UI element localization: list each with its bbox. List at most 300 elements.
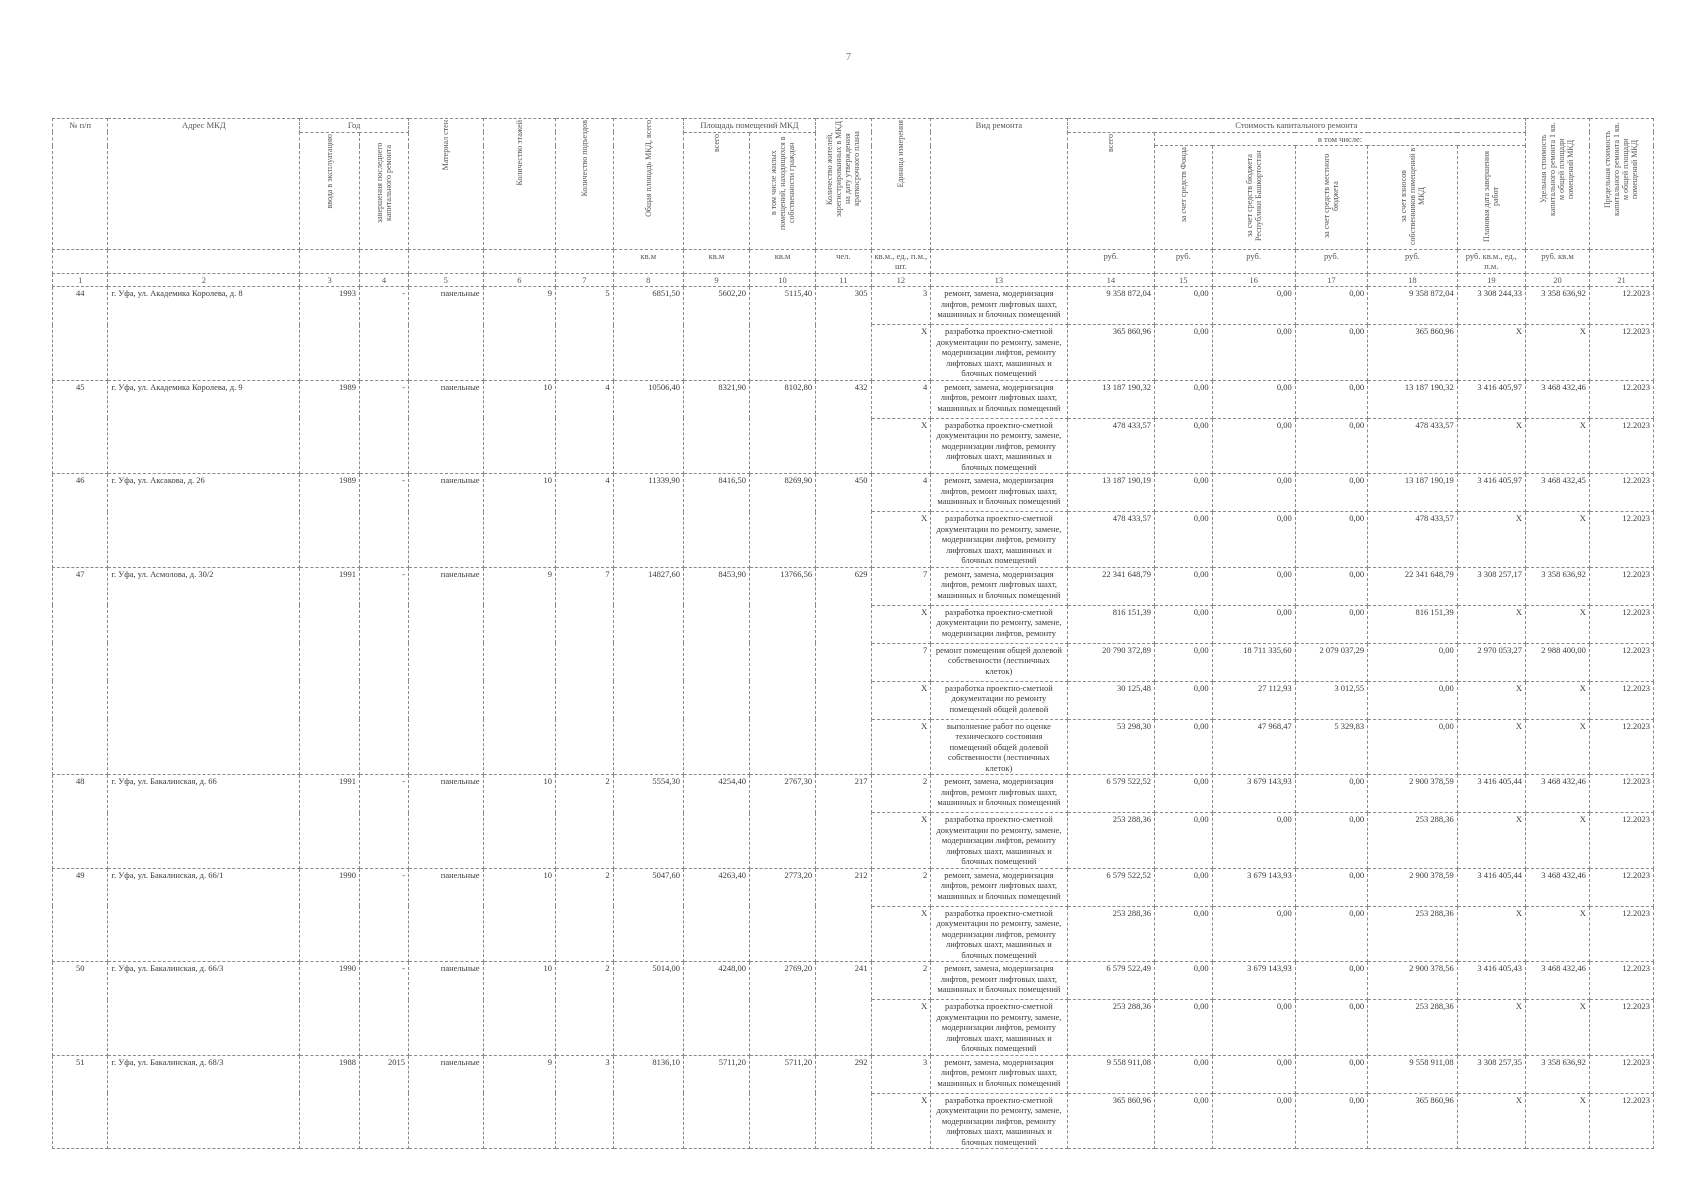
cost-fund: 0,00 <box>1155 1000 1213 1056</box>
unit-cost: X <box>1457 325 1525 381</box>
floors-count: 10 <box>483 380 555 474</box>
column-number: 18 <box>1368 273 1458 287</box>
work-type: разработка проектно-сметной документации по ремонту, замене, модернизации лифтов, ремонту лифтовых шахт, машинных и блочных помещений <box>931 418 1067 474</box>
column-number: 11 <box>816 273 871 287</box>
max-cost: X <box>1525 719 1589 775</box>
work-unit: X <box>871 719 931 775</box>
max-cost: 3 468 432,46 <box>1525 868 1589 906</box>
work-unit: 2 <box>871 868 931 906</box>
year-built: 1990 <box>300 868 360 962</box>
residents-count: 241 <box>816 962 871 1056</box>
header-work-type: Вид ремонта <box>931 119 1067 250</box>
header-cost-fund: за счет средств Фонда <box>1178 147 1188 223</box>
cost-owners: 478 433,57 <box>1368 512 1458 568</box>
cost-owners: 253 288,36 <box>1368 906 1458 962</box>
wall-material: панельные <box>408 380 483 474</box>
unit-cell: кв.м., ед., п.м., шт. <box>871 249 931 273</box>
cost-local: 3 012,55 <box>1295 681 1367 719</box>
header-unit-cost: Удельная стоимость капитального ремонта 1 кв. м общей площади помещений МКД <box>1539 122 1576 216</box>
entrances-count: 2 <box>556 775 614 869</box>
work-unit: X <box>871 418 931 474</box>
table-row <box>53 868 1654 906</box>
cost-republic: 27 112,93 <box>1212 681 1295 719</box>
area-owned: 8269,90 <box>750 474 816 568</box>
column-number: 14 <box>1067 273 1154 287</box>
entrances-count: 4 <box>556 380 614 474</box>
work-unit: X <box>871 1093 931 1149</box>
building-address: г. Уфа, ул. Бакалинская, д. 66/1 <box>108 868 300 962</box>
cost-fund: 0,00 <box>1155 474 1213 512</box>
area-all: 8416,50 <box>683 474 749 568</box>
max-cost: 3 358 636,92 <box>1525 567 1589 605</box>
cost-local: 0,00 <box>1295 287 1367 325</box>
max-cost: 3 468 432,46 <box>1525 775 1589 813</box>
header-year-commissioning: ввода в эксплуатацию <box>325 133 335 209</box>
header-year-group: Год <box>300 119 409 133</box>
header-area-group: Площадь помещений МКД <box>683 119 815 133</box>
unit-cost: 3 308 244,33 <box>1457 287 1525 325</box>
area-owned: 2773,20 <box>750 868 816 962</box>
area-all: 4263,40 <box>683 868 749 962</box>
work-type: ремонт, замена, модернизация лифтов, ремонт лифтовых шахт, машинных и блочных помещений <box>931 380 1067 418</box>
unit-cost: 3 416 405,97 <box>1457 380 1525 418</box>
column-number: 2 <box>108 273 300 287</box>
area-owned: 2767,30 <box>750 775 816 869</box>
work-unit: 4 <box>871 474 931 512</box>
work-unit: 7 <box>871 567 931 605</box>
max-cost: X <box>1525 605 1589 643</box>
year-repair: - <box>359 287 408 381</box>
column-number: 13 <box>931 273 1067 287</box>
area-all: 4248,00 <box>683 962 749 1056</box>
unit-cell: руб. <box>1295 249 1367 273</box>
area-owned: 5115,40 <box>750 287 816 381</box>
wall-material: панельные <box>408 474 483 568</box>
header-cost-local: за счет средств местного бюджета <box>1322 153 1341 239</box>
floors-count: 10 <box>483 474 555 568</box>
unit-cell: чел. <box>816 249 871 273</box>
unit-cost: X <box>1457 605 1525 643</box>
cost-local: 0,00 <box>1295 474 1367 512</box>
wall-material: панельные <box>408 962 483 1056</box>
unit-cost: 3 416 405,97 <box>1457 474 1525 512</box>
work-type: ремонт, замена, модернизация лифтов, ремонт лифтовых шахт, машинных и блочных помещений <box>931 474 1067 512</box>
header-total-area: Общая площадь МКД, всего <box>643 120 653 217</box>
cost-local: 0,00 <box>1295 567 1367 605</box>
cost-total: 20 790 372,89 <box>1067 643 1154 681</box>
cost-total: 6 579 522,52 <box>1067 868 1154 906</box>
floors-count: 10 <box>483 962 555 1056</box>
planned-date: 12.2023 <box>1589 474 1653 512</box>
building-address: г. Уфа, ул. Бакалинская, д. 68/3 <box>108 1055 300 1149</box>
cost-republic: 0,00 <box>1212 567 1295 605</box>
cost-fund: 0,00 <box>1155 418 1213 474</box>
entrances-count: 2 <box>556 962 614 1056</box>
cost-local: 0,00 <box>1295 1055 1367 1093</box>
cost-fund: 0,00 <box>1155 512 1213 568</box>
table-row <box>53 1055 1654 1093</box>
cost-local: 0,00 <box>1295 605 1367 643</box>
work-unit: 7 <box>871 643 931 681</box>
planned-date: 12.2023 <box>1589 962 1653 1000</box>
max-cost: X <box>1525 906 1589 962</box>
unit-cost: X <box>1457 719 1525 775</box>
wall-material: панельные <box>408 567 483 775</box>
unit-cost: X <box>1457 1093 1525 1149</box>
column-number: 8 <box>613 273 683 287</box>
area-all: 8453,90 <box>683 567 749 775</box>
max-cost: X <box>1525 512 1589 568</box>
cost-republic: 0,00 <box>1212 1055 1295 1093</box>
planned-date: 12.2023 <box>1589 1093 1653 1149</box>
wall-material: панельные <box>408 1055 483 1149</box>
column-number: 9 <box>683 273 749 287</box>
cost-owners: 22 341 648,79 <box>1368 567 1458 605</box>
table-row <box>53 380 1654 418</box>
cost-local: 0,00 <box>1295 1000 1367 1056</box>
cost-owners: 253 288,36 <box>1368 813 1458 869</box>
cost-total: 13 187 190,19 <box>1067 474 1154 512</box>
units-row <box>53 249 1654 273</box>
wall-material: панельные <box>408 775 483 869</box>
cost-republic: 3 679 143,93 <box>1212 962 1295 1000</box>
work-type: разработка проектно-сметной документации по ремонту, замене, модернизации лифтов, ремонту лифтовых шахт, машинных и блочных помещений <box>931 1093 1067 1149</box>
area-owned: 2769,20 <box>750 962 816 1056</box>
table-row <box>53 474 1654 512</box>
cost-owners: 2 900 378,56 <box>1368 962 1458 1000</box>
header-cost-republic: за счет средств бюджета Республики Башкортостан <box>1244 150 1263 242</box>
planned-date: 12.2023 <box>1589 681 1653 719</box>
max-cost: X <box>1525 681 1589 719</box>
column-number: 15 <box>1155 273 1213 287</box>
wall-material: панельные <box>408 287 483 381</box>
cost-total: 13 187 190,32 <box>1067 380 1154 418</box>
column-number: 3 <box>300 273 360 287</box>
cost-local: 0,00 <box>1295 775 1367 813</box>
work-unit: 3 <box>871 1055 931 1093</box>
planned-date: 12.2023 <box>1589 512 1653 568</box>
column-number: 16 <box>1212 273 1295 287</box>
year-repair: - <box>359 775 408 869</box>
unit-cell: кв.м <box>613 249 683 273</box>
entrances-count: 4 <box>556 474 614 568</box>
area-owned: 8102,80 <box>750 380 816 474</box>
header-max-cost: Предельная стоимость капитального ремонта 1 кв. м общей площади помещений МКД <box>1603 122 1640 216</box>
unit-cell: руб. кв.м., ед., п.м. <box>1457 249 1525 273</box>
column-number: 1 <box>53 273 108 287</box>
work-unit: X <box>871 512 931 568</box>
residents-count: 450 <box>816 474 871 568</box>
area-owned: 5711,20 <box>750 1055 816 1149</box>
planned-date: 12.2023 <box>1589 643 1653 681</box>
building-number: 50 <box>53 962 108 1056</box>
total-area: 11339,90 <box>613 474 683 568</box>
planned-date: 12.2023 <box>1589 775 1653 813</box>
work-unit: X <box>871 681 931 719</box>
cost-local: 0,00 <box>1295 906 1367 962</box>
column-numbers-row <box>53 273 1654 287</box>
cost-republic: 3 679 143,93 <box>1212 775 1295 813</box>
work-type: разработка проектно-сметной документации по ремонту помещений общей долевой <box>931 681 1067 719</box>
cost-republic: 0,00 <box>1212 1093 1295 1149</box>
entrances-count: 7 <box>556 567 614 775</box>
cost-republic: 0,00 <box>1212 325 1295 381</box>
header-address: Адрес МКД <box>108 119 300 250</box>
table-row <box>53 287 1654 325</box>
max-cost: X <box>1525 325 1589 381</box>
year-built: 1988 <box>300 1055 360 1149</box>
unit-cost: 3 416 405,44 <box>1457 775 1525 813</box>
cost-local: 0,00 <box>1295 380 1367 418</box>
cost-fund: 0,00 <box>1155 1055 1213 1093</box>
work-type: ремонт, замена, модернизация лифтов, ремонт лифтовых шахт, машинных и блочных помещений <box>931 567 1067 605</box>
work-unit: 2 <box>871 775 931 813</box>
residents-count: 432 <box>816 380 871 474</box>
cost-owners: 2 900 378,59 <box>1368 775 1458 813</box>
floors-count: 9 <box>483 287 555 381</box>
max-cost: 3 468 432,46 <box>1525 962 1589 1000</box>
cost-local: 0,00 <box>1295 325 1367 381</box>
unit-cell: руб. <box>1155 249 1213 273</box>
total-area: 5014,00 <box>613 962 683 1056</box>
work-unit: 3 <box>871 287 931 325</box>
cost-total: 22 341 648,79 <box>1067 567 1154 605</box>
cost-republic: 0,00 <box>1212 512 1295 568</box>
planned-date: 12.2023 <box>1589 1055 1653 1093</box>
work-type: разработка проектно-сметной документации по ремонту, замене, модернизации лифтов, ремонту лифтовых шахт, машинных и блочных помещений <box>931 813 1067 869</box>
header-measure-unit: Единица измерения <box>896 120 906 188</box>
cost-republic: 0,00 <box>1212 906 1295 962</box>
building-number: 51 <box>53 1055 108 1149</box>
cost-local: 0,00 <box>1295 962 1367 1000</box>
cost-total: 9 558 911,08 <box>1067 1055 1154 1093</box>
table-row <box>53 962 1654 1000</box>
cost-republic: 0,00 <box>1212 287 1295 325</box>
cost-owners: 0,00 <box>1368 719 1458 775</box>
year-built: 1991 <box>300 775 360 869</box>
unit-cell: руб. <box>1212 249 1295 273</box>
cost-fund: 0,00 <box>1155 325 1213 381</box>
table-row <box>53 775 1654 813</box>
year-built: 1989 <box>300 380 360 474</box>
work-type: выполнение работ по оценке технического состояния помещений общей долевой собственности (лестничных клеток) <box>931 719 1067 775</box>
header-floors: Количество этажей <box>514 120 524 186</box>
building-address: г. Уфа, ул. Академика Королева, д. 8 <box>108 287 300 381</box>
building-address: г. Уфа, ул. Бакалинская, д. 66/3 <box>108 962 300 1056</box>
header-cost-owners: за счет взносов собственников помещений в МКД <box>1398 147 1426 245</box>
cost-owners: 13 187 190,32 <box>1368 380 1458 418</box>
year-repair: - <box>359 962 408 1056</box>
planned-date: 12.2023 <box>1589 868 1653 906</box>
work-type: разработка проектно-сметной документации по ремонту, замене, модернизации лифтов, ремонту лифтовых шахт, машинных и блочных помещений <box>931 325 1067 381</box>
work-type: ремонт, замена, модернизация лифтов, ремонт лифтовых шахт, машинных и блочных помещений <box>931 1055 1067 1093</box>
building-number: 49 <box>53 868 108 962</box>
building-address: г. Уфа, ул. Академика Королева, д. 9 <box>108 380 300 474</box>
cost-total: 253 288,36 <box>1067 906 1154 962</box>
cost-republic: 0,00 <box>1212 605 1295 643</box>
max-cost: X <box>1525 1000 1589 1056</box>
planned-date: 12.2023 <box>1589 906 1653 962</box>
work-unit: X <box>871 813 931 869</box>
max-cost: 3 468 432,45 <box>1525 474 1589 512</box>
table-row <box>53 567 1654 605</box>
cost-republic: 0,00 <box>1212 380 1295 418</box>
header-area-owned: в том числе жилых помещений, находящихся в собственности граждан <box>769 135 797 230</box>
residents-count: 629 <box>816 567 871 775</box>
work-type: разработка проектно-сметной документации по ремонту, замене, модернизации лифтов, ремонту лифтовых шахт, машинных и блочных помещений <box>931 1000 1067 1056</box>
area-all: 5711,20 <box>683 1055 749 1149</box>
planned-date: 12.2023 <box>1589 813 1653 869</box>
header-planned-date: Плановая дата завершения работ <box>1482 150 1501 242</box>
residents-count: 217 <box>816 775 871 869</box>
building-number: 46 <box>53 474 108 568</box>
max-cost: X <box>1525 813 1589 869</box>
cost-republic: 0,00 <box>1212 813 1295 869</box>
planned-date: 12.2023 <box>1589 567 1653 605</box>
planned-date: 12.2023 <box>1589 605 1653 643</box>
cost-owners: 2 900 378,59 <box>1368 868 1458 906</box>
unit-cost: X <box>1457 512 1525 568</box>
unit-cost: 2 970 053,27 <box>1457 643 1525 681</box>
cost-fund: 0,00 <box>1155 906 1213 962</box>
cost-fund: 0,00 <box>1155 643 1213 681</box>
cost-owners: 13 187 190,19 <box>1368 474 1458 512</box>
cost-total: 6 579 522,49 <box>1067 962 1154 1000</box>
unit-cost: 3 308 257,35 <box>1457 1055 1525 1093</box>
work-type: ремонт, замена, модернизация лифтов, ремонт лифтовых шахт, машинных и блочных помещений <box>931 287 1067 325</box>
work-type: ремонт помещения общей долевой собственности (лестничных клеток) <box>931 643 1067 681</box>
planned-date: 12.2023 <box>1589 719 1653 775</box>
unit-cell: руб. кв.м <box>1525 249 1589 273</box>
cost-republic: 0,00 <box>1212 1000 1295 1056</box>
max-cost: 3 358 636,92 <box>1525 287 1589 325</box>
work-type: разработка проектно-сметной документации по ремонту, замене, модернизации лифтов, ремонту <box>931 605 1067 643</box>
column-number: 10 <box>750 273 816 287</box>
header-entrances: Количество подъездов <box>579 120 589 197</box>
work-unit: 2 <box>871 962 931 1000</box>
year-built: 1991 <box>300 567 360 775</box>
area-all: 5602,20 <box>683 287 749 381</box>
cost-total: 478 433,57 <box>1067 512 1154 568</box>
cost-local: 0,00 <box>1295 813 1367 869</box>
unit-cost: 3 416 405,43 <box>1457 962 1525 1000</box>
column-number: 7 <box>556 273 614 287</box>
cost-fund: 0,00 <box>1155 719 1213 775</box>
cost-owners: 9 358 872,04 <box>1368 287 1458 325</box>
cost-fund: 0,00 <box>1155 868 1213 906</box>
year-built: 1989 <box>300 474 360 568</box>
work-unit: X <box>871 605 931 643</box>
work-unit: X <box>871 1000 931 1056</box>
cost-total: 478 433,57 <box>1067 418 1154 474</box>
max-cost: 2 988 400,00 <box>1525 643 1589 681</box>
work-type: ремонт, замена, модернизация лифтов, ремонт лифтовых шахт, машинных и блочных помещений <box>931 868 1067 906</box>
total-area: 10506,40 <box>613 380 683 474</box>
planned-date: 12.2023 <box>1589 380 1653 418</box>
planned-date: 12.2023 <box>1589 418 1653 474</box>
cost-owners: 478 433,57 <box>1368 418 1458 474</box>
cost-local: 5 329,83 <box>1295 719 1367 775</box>
total-area: 6851,50 <box>613 287 683 381</box>
work-type: ремонт, замена, модернизация лифтов, ремонт лифтовых шахт, машинных и блочных помещений <box>931 962 1067 1000</box>
cost-fund: 0,00 <box>1155 380 1213 418</box>
building-address: г. Уфа, ул. Асмолова, д. 30/2 <box>108 567 300 775</box>
floors-count: 9 <box>483 567 555 775</box>
wall-material: панельные <box>408 868 483 962</box>
work-type: разработка проектно-сметной документации по ремонту, замене, модернизации лифтов, ремонту лифтовых шахт, машинных и блочных помещений <box>931 906 1067 962</box>
cost-total: 6 579 522,52 <box>1067 775 1154 813</box>
year-repair: - <box>359 474 408 568</box>
total-area: 14827,60 <box>613 567 683 775</box>
floors-count: 10 <box>483 775 555 869</box>
cost-local: 2 079 037,29 <box>1295 643 1367 681</box>
total-area: 5554,30 <box>613 775 683 869</box>
area-all: 8321,90 <box>683 380 749 474</box>
cost-total: 53 298,30 <box>1067 719 1154 775</box>
building-address: г. Уфа, ул. Аксакова, д. 26 <box>108 474 300 568</box>
header-cost-total: всего <box>1106 133 1116 152</box>
cost-fund: 0,00 <box>1155 605 1213 643</box>
cost-total: 9 358 872,04 <box>1067 287 1154 325</box>
cost-owners: 0,00 <box>1368 643 1458 681</box>
cost-owners: 9 558 911,08 <box>1368 1055 1458 1093</box>
cost-owners: 816 151,39 <box>1368 605 1458 643</box>
cost-owners: 0,00 <box>1368 681 1458 719</box>
cost-fund: 0,00 <box>1155 775 1213 813</box>
header-year-last-repair: завершения последнего капитального ремонта <box>374 142 393 223</box>
year-repair: - <box>359 567 408 775</box>
unit-cost: 3 308 257,17 <box>1457 567 1525 605</box>
work-type: ремонт, замена, модернизация лифтов, ремонт лифтовых шахт, машинных и блочных помещений <box>931 775 1067 813</box>
max-cost: X <box>1525 418 1589 474</box>
unit-cell: руб. <box>1067 249 1154 273</box>
max-cost: X <box>1525 1093 1589 1149</box>
cost-local: 0,00 <box>1295 1093 1367 1149</box>
column-number: 21 <box>1589 273 1653 287</box>
cost-fund: 0,00 <box>1155 287 1213 325</box>
unit-cell: кв.м <box>683 249 749 273</box>
column-number: 20 <box>1525 273 1589 287</box>
planned-date: 12.2023 <box>1589 325 1653 381</box>
entrances-count: 3 <box>556 1055 614 1149</box>
cost-fund: 0,00 <box>1155 681 1213 719</box>
cost-fund: 0,00 <box>1155 567 1213 605</box>
floors-count: 10 <box>483 868 555 962</box>
unit-cost: X <box>1457 813 1525 869</box>
residents-count: 212 <box>816 868 871 962</box>
work-type: разработка проектно-сметной документации по ремонту, замене, модернизации лифтов, ремонту лифтовых шахт, машинных и блочных помещений <box>931 512 1067 568</box>
area-owned: 13766,56 <box>750 567 816 775</box>
cost-republic: 3 679 143,93 <box>1212 868 1295 906</box>
column-number: 5 <box>408 273 483 287</box>
area-all: 4254,40 <box>683 775 749 869</box>
page-number: 7 <box>846 52 851 63</box>
column-number: 19 <box>1457 273 1525 287</box>
header-residents: Количество жителей, зарегистрированных в МКД на дату утверждения краткосрочного плана <box>825 120 862 218</box>
cost-total: 253 288,36 <box>1067 1000 1154 1056</box>
total-area: 8136,10 <box>613 1055 683 1149</box>
cost-owners: 365 860,96 <box>1368 325 1458 381</box>
cost-fund: 0,00 <box>1155 1093 1213 1149</box>
header-area-total: всего <box>711 133 721 152</box>
cost-total: 365 860,96 <box>1067 1093 1154 1149</box>
residents-count: 305 <box>816 287 871 381</box>
repair-plan-table-container <box>52 118 1654 1149</box>
cost-republic: 47 968,47 <box>1212 719 1295 775</box>
residents-count: 292 <box>816 1055 871 1149</box>
table-body <box>53 287 1654 1149</box>
building-number: 45 <box>53 380 108 474</box>
